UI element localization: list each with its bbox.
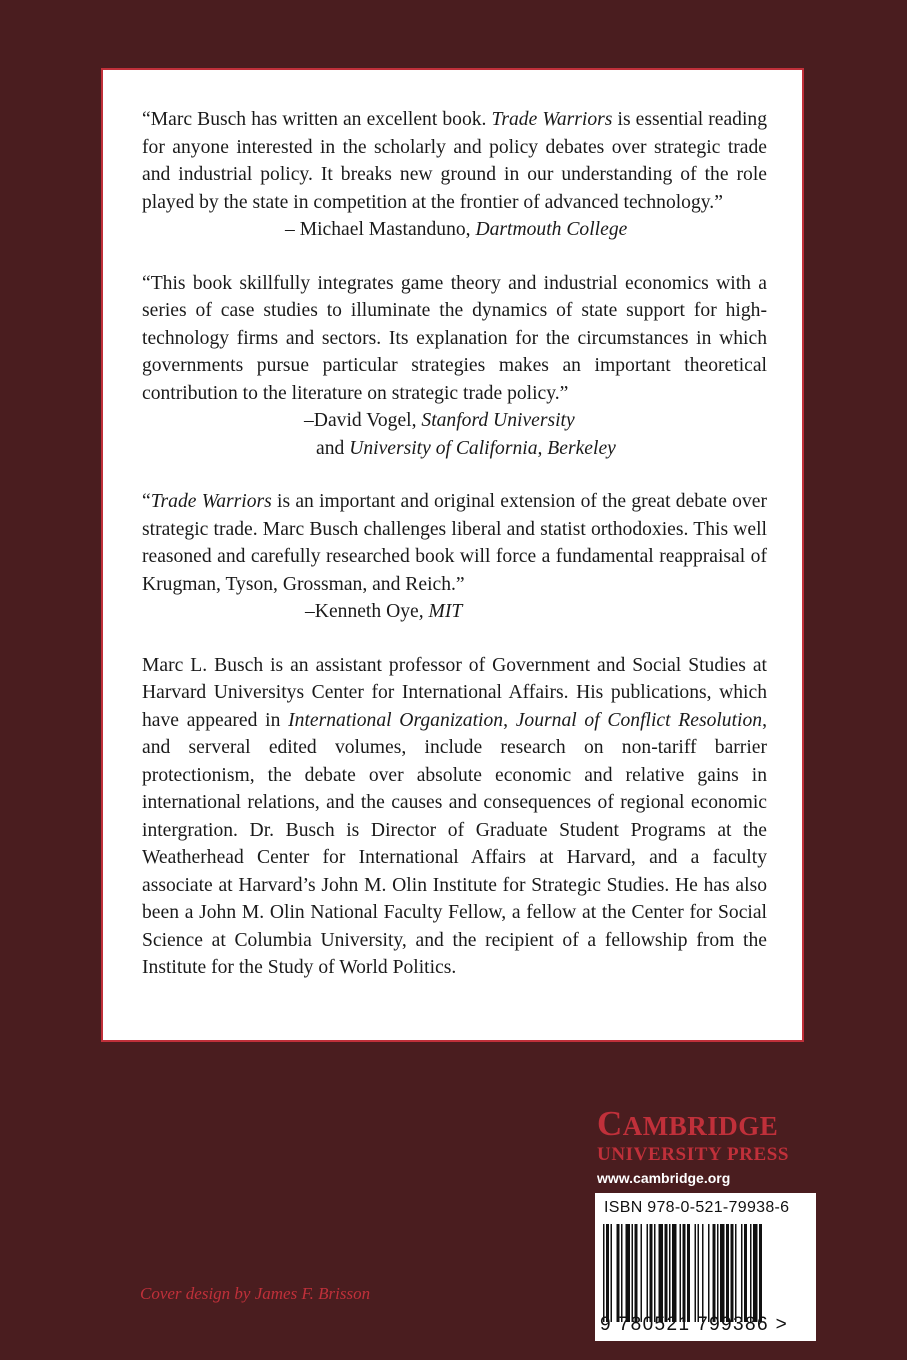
blurb-2-attribution-line2 — [142, 435, 767, 463]
blurb-1-book-title: Trade Warriors — [491, 109, 613, 130]
barcode-bar — [669, 1224, 671, 1322]
publisher-url: www.cambridge.org — [597, 1170, 731, 1186]
barcode-bar — [632, 1224, 634, 1322]
barcode-bar — [650, 1224, 653, 1322]
barcode-bar — [672, 1224, 677, 1322]
barcode-bar — [641, 1224, 643, 1322]
barcode-bar — [720, 1224, 725, 1322]
barcode-bar — [731, 1224, 734, 1322]
publisher-name-rest: AMBRIDGE — [622, 1111, 779, 1141]
barcode-bar — [659, 1224, 664, 1322]
bio-separator: , — [503, 709, 516, 731]
ean-number: 9 780521 799386 > — [600, 1314, 789, 1335]
bio-text-b: , and serveral edited volumes, include research on non-tariff barrier protectionism, the debate over absolute economic and relative gains in international relations, and the causes and consequences of regional economic intergration. Dr. Busch is Director of Graduate Student Programs at the Weatherhead Center for International Affairs at Harvard, and a faculty associate at Harvard’s John M. Olin Institute for Strategic Studies. He has also been a John M. Olin National Faculty Fellow, a fellow at the Center for Social Science at Columbia University, and the recipient of a fellowship from the Institute for the Study of World Politics. — [142, 709, 767, 978]
blurb-1 — [142, 106, 767, 216]
blurb-3-text: is an important and original extension of the great debate over strategic trade. Marc Busch challenges liberal and statist orthodoxies. This well reasoned and carefully researched book will force a fundamental reappraisal of Krugman, Tyson, Grossman, and Reich.” — [142, 491, 767, 595]
barcode-bar — [744, 1224, 747, 1322]
barcode-bar — [635, 1224, 638, 1322]
barcode-bar — [735, 1224, 737, 1322]
blurb-2-affiliation-2: University of California, Berkeley — [349, 437, 616, 459]
barcode-icon — [603, 1224, 807, 1322]
barcode-bar — [708, 1224, 710, 1322]
barcode-bar — [680, 1224, 682, 1322]
blurb-3-book-title: Trade Warriors — [150, 491, 272, 512]
barcode-bar — [687, 1224, 690, 1322]
barcode-bar — [611, 1224, 613, 1322]
blurb-panel — [101, 68, 804, 1042]
barcode-bar — [621, 1224, 623, 1322]
blurb-1-text-a: “Marc Busch has written an excellent book. — [142, 109, 492, 130]
publisher-press: UNIVERSITY PRESS — [597, 1144, 790, 1165]
blurb-3-open-quote: “ — [142, 491, 151, 512]
blurb-3-attribution — [142, 598, 767, 626]
barcode-bar — [606, 1224, 609, 1322]
publisher-name-initial: C — [597, 1104, 623, 1143]
barcode-bar — [603, 1224, 605, 1322]
blurb-1-text-b: is essential reading for anyone interested in the scholarly and policy debates over strategic trade and industrial policy. It breaks new ground in our understanding of the role played by the state in competition at the frontier of advanced technology.” — [142, 109, 767, 213]
barcode-bar — [741, 1224, 743, 1322]
blurb-1-affiliation: Dartmouth College — [475, 219, 628, 240]
blurb-2-and: and — [316, 437, 350, 459]
isbn-label: ISBN 978-0-521-79938-6 — [604, 1199, 790, 1216]
blurb-2-author: –David Vogel, — [304, 410, 422, 431]
barcode-bar — [759, 1224, 762, 1322]
barcode-bar — [717, 1224, 719, 1322]
barcode-bar — [665, 1224, 668, 1322]
blurb-3 — [142, 488, 767, 598]
blurb-content — [142, 106, 767, 982]
blurb-1-author: – Michael Mastanduno, — [285, 219, 476, 240]
barcode-bar — [654, 1224, 656, 1322]
barcode-bar — [683, 1224, 686, 1322]
blurb-3-affiliation: , MIT — [418, 601, 463, 622]
blurb-1-attribution — [142, 216, 767, 244]
barcode-bar — [695, 1224, 697, 1322]
barcode-bar — [750, 1224, 752, 1322]
barcode-bar — [698, 1224, 700, 1322]
bio-journal-1: International Organization — [288, 709, 504, 731]
barcode-bar — [726, 1224, 729, 1322]
cover-credit: Cover design by James F. Brisson — [140, 1284, 371, 1303]
author-bio — [142, 652, 767, 982]
barcode-bar — [713, 1224, 716, 1322]
barcode-box — [595, 1193, 816, 1341]
barcode-bar — [702, 1224, 704, 1322]
publisher-name — [597, 1106, 827, 1144]
barcode-bar — [617, 1224, 620, 1322]
blurb-3-author: –Kenneth Oye — [305, 601, 419, 622]
barcode-bar — [647, 1224, 649, 1322]
barcode-bar — [626, 1224, 631, 1322]
blurb-2-attribution — [142, 407, 767, 435]
blurb-2: “This book skillfully integrates game theory and industrial economics with a series of case studies to illuminate the dynamics of state support for high-technology firms and sectors. Its explanation for the circumstances in which governments pursue particular strategies makes an important theoretical contribution to the literature on strategic trade policy.” — [142, 272, 767, 404]
bio-text-a: Marc L. Busch is an assistant professor of Government and Social Studies at Harvard Universitys Center for International Affairs. His publications, which have appeared in — [142, 654, 767, 731]
barcode-bar — [753, 1224, 758, 1322]
bio-journal-2: Journal of Conflict Resolution — [515, 709, 763, 731]
publisher-logo — [597, 1106, 827, 1188]
blurb-2-affiliation: Stanford University — [421, 410, 575, 431]
